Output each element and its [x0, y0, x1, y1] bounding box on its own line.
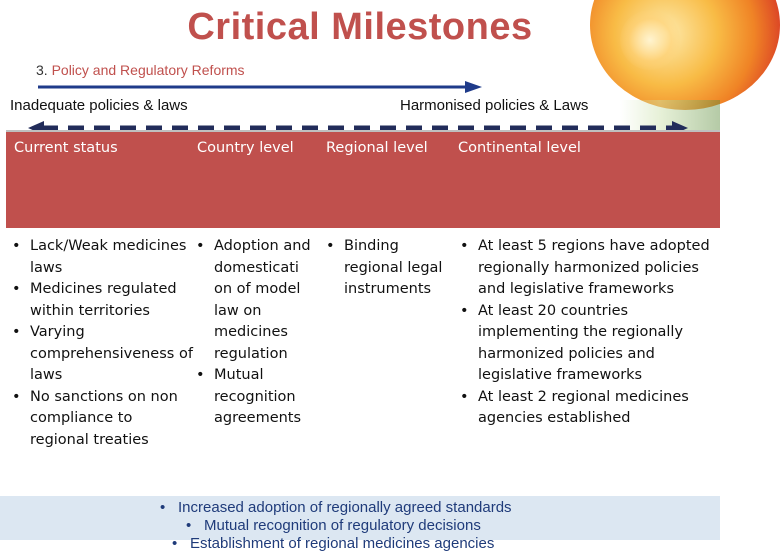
footer-bullet: • Increased adoption of regionally agreed standards — [160, 499, 512, 516]
footer-bullet-text: Mutual recognition of regulatory decisions — [204, 517, 481, 534]
section-subtitle-text: Policy and Regulatory Reforms — [47, 62, 245, 78]
header-country-level: Country level — [197, 140, 294, 156]
scale-left-label: Inadequate policies & laws — [10, 97, 188, 114]
scale-right-label: Harmonised policies & Laws — [400, 97, 589, 114]
table-header-row — [6, 132, 720, 228]
list-item: • At least 20 countries implementing the regionally harmonized policies and legislative frameworks — [458, 301, 714, 387]
list-item: • No sanctions on non compliance to regional treaties — [10, 387, 195, 452]
list-item: • Mutual recognition agreements — [194, 365, 314, 430]
country-level-cell — [194, 236, 314, 430]
outcomes-footer — [0, 496, 720, 552]
table-body-row — [6, 228, 720, 498]
list-item: • Lack/Weak medicines laws — [10, 236, 195, 279]
list-item: • Varying comprehensiveness of laws — [10, 322, 195, 387]
list-item: • Binding regional legal instruments — [324, 236, 454, 301]
header-current-status: Current status — [14, 140, 118, 156]
header-continental-level: Continental level — [458, 140, 581, 156]
regional-level-cell — [324, 236, 454, 301]
page-title: Critical Milestones — [187, 6, 533, 48]
footer-bullet-text: Increased adoption of regionally agreed standards — [178, 499, 512, 516]
header-regional-level: Regional level — [326, 140, 428, 156]
continental-level-cell — [458, 236, 714, 430]
list-item: • At least 5 regions have adopted regionally harmonized policies and legislative frameworks — [458, 236, 714, 301]
milestones-table — [6, 130, 720, 496]
progress-arrow-icon — [38, 80, 483, 94]
footer-bullet-text: Establishment of regional medicines agencies — [190, 535, 495, 552]
section-subtitle — [36, 62, 245, 78]
list-item: • Medicines regulated within territories — [10, 279, 195, 322]
list-item: • At least 2 regional medicines agencies established — [458, 387, 714, 430]
current-status-cell — [10, 236, 195, 451]
footer-bullet: • Mutual recognition of regulatory decisions — [186, 517, 481, 534]
list-item: • Adoption and domesticati on of model law on medicines regulation — [194, 236, 314, 365]
section-number: 3. — [36, 62, 48, 78]
footer-bullet: • Establishment of regional medicines agencies — [172, 535, 495, 552]
